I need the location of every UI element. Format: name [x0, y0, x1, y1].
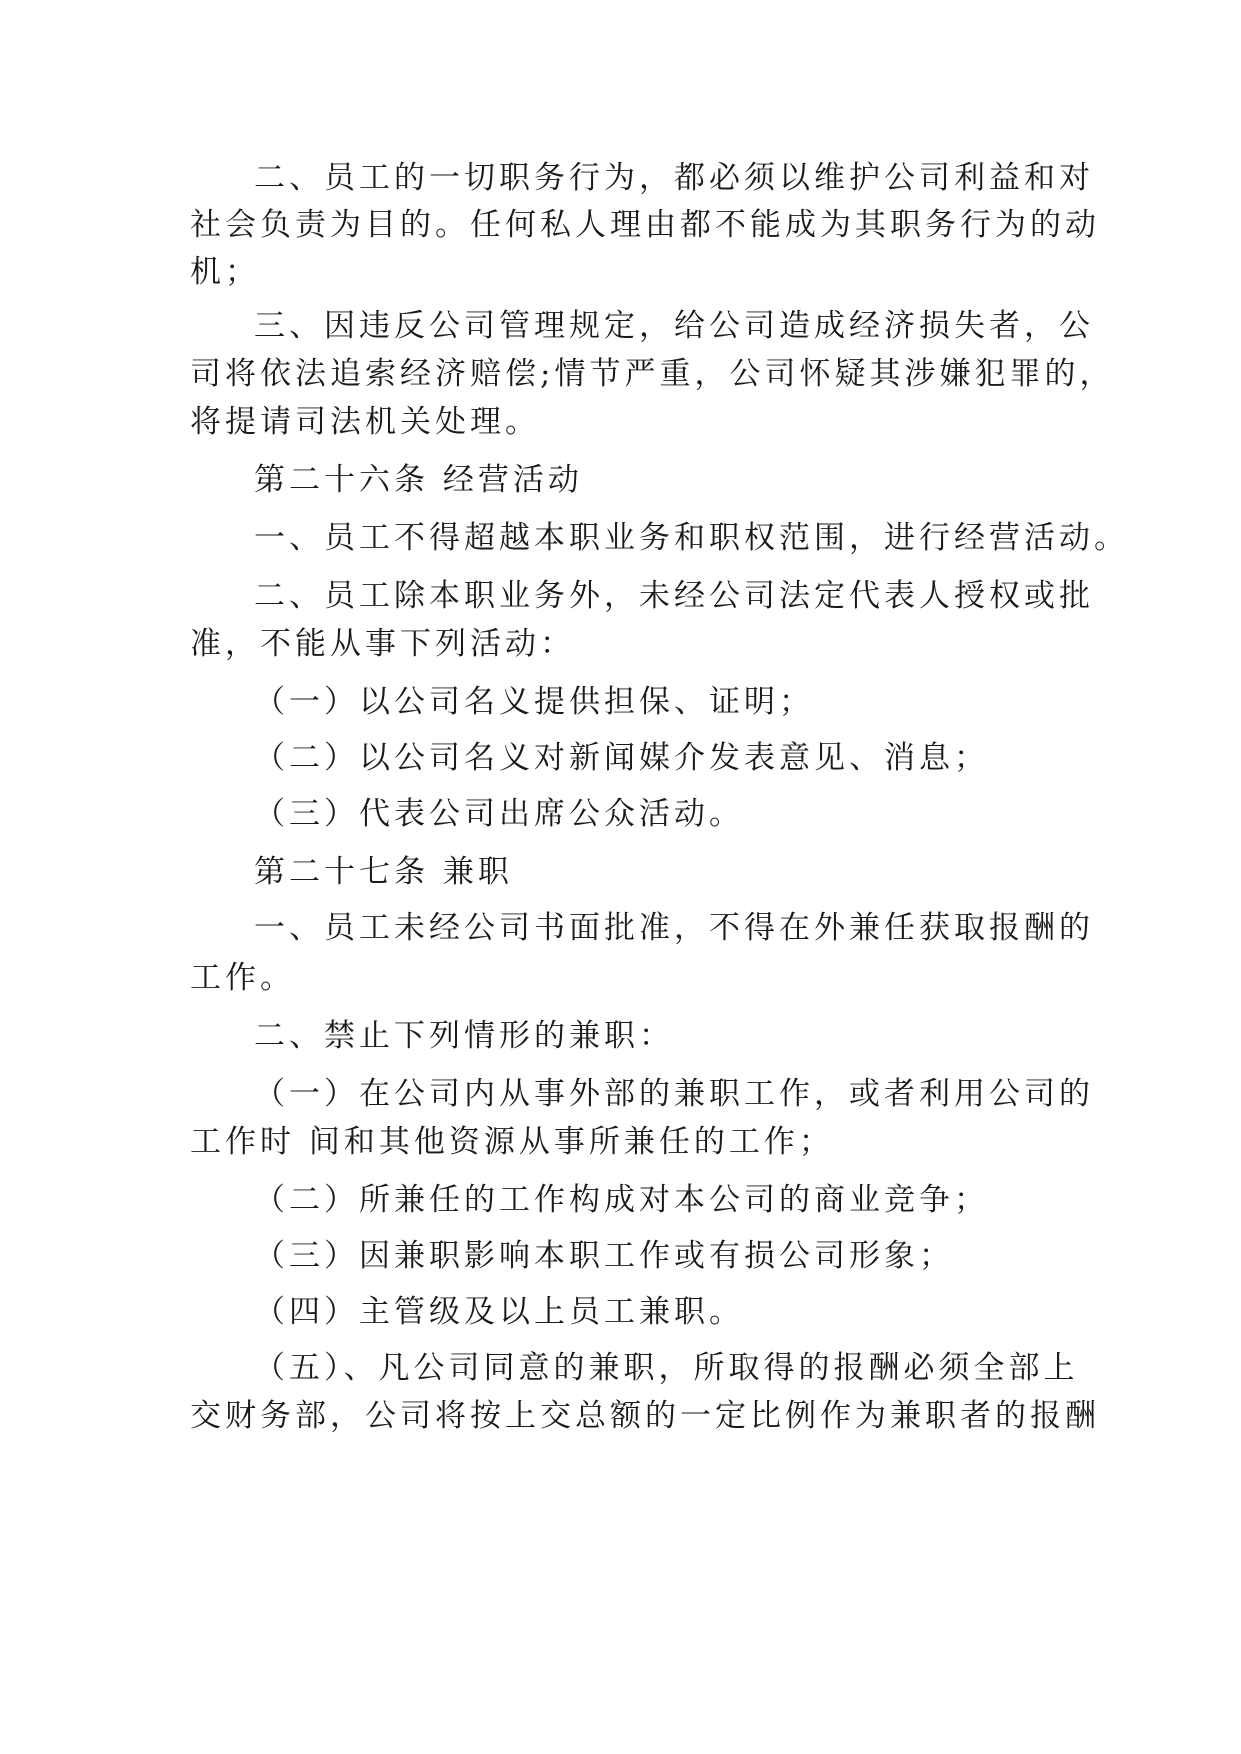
text-line: 将提请司法机关处理。: [190, 404, 540, 440]
text-line: 二、员工的一切职务行为，都必须以维护公司利益和对: [254, 160, 1094, 196]
article-heading: 第二十七条 兼职: [254, 854, 513, 890]
text-line: 交财务部，公司将按上交总额的一定比例作为兼职者的报酬: [190, 1398, 1100, 1434]
list-item: （二）以公司名义对新闻媒介发表意见、消息；: [254, 740, 989, 776]
text-line: 社会负责为目的。任何私人理由都不能成为其职务行为的动: [190, 207, 1100, 243]
text-line: 三、因违反公司管理规定，给公司造成经济损失者，公: [254, 308, 1094, 344]
list-item: （四）主管级及以上员工兼职。: [254, 1294, 744, 1330]
list-item: （二）所兼任的工作构成对本公司的商业竞争；: [254, 1182, 989, 1218]
list-item: （一）在公司内从事外部的兼职工作，或者利用公司的: [254, 1076, 1094, 1112]
text-line: 准，不能从事下列活动：: [190, 626, 575, 662]
text-line: 司将依法追索经济赔偿;情节严重，公司怀疑其涉嫌犯罪的，: [190, 356, 1115, 392]
text-line: 工作。: [190, 960, 295, 996]
text-line: 二、员工除本职业务外，未经公司法定代表人授权或批: [254, 578, 1094, 614]
list-item: （三）因兼职影响本职工作或有损公司形象；: [254, 1238, 954, 1274]
text-line: 二、禁止下列情形的兼职：: [254, 1018, 674, 1054]
text-line: 机；: [190, 254, 260, 290]
list-item: （五）、凡公司同意的兼职，所取得的报酬必须全部上: [254, 1350, 1079, 1386]
list-item: （三）代表公司出席公众活动。: [254, 796, 744, 832]
text-line: 工作时 间和其他资源从事所兼任的工作；: [190, 1124, 834, 1160]
article-heading: 第二十六条 经营活动: [254, 462, 583, 498]
text-line: 一、员工不得超越本职业务和职权范围，进行经营活动。: [254, 520, 1129, 556]
list-item: （一）以公司名义提供担保、证明；: [254, 684, 814, 720]
text-line: 一、员工未经公司书面批准，不得在外兼任获取报酬的: [254, 910, 1094, 946]
